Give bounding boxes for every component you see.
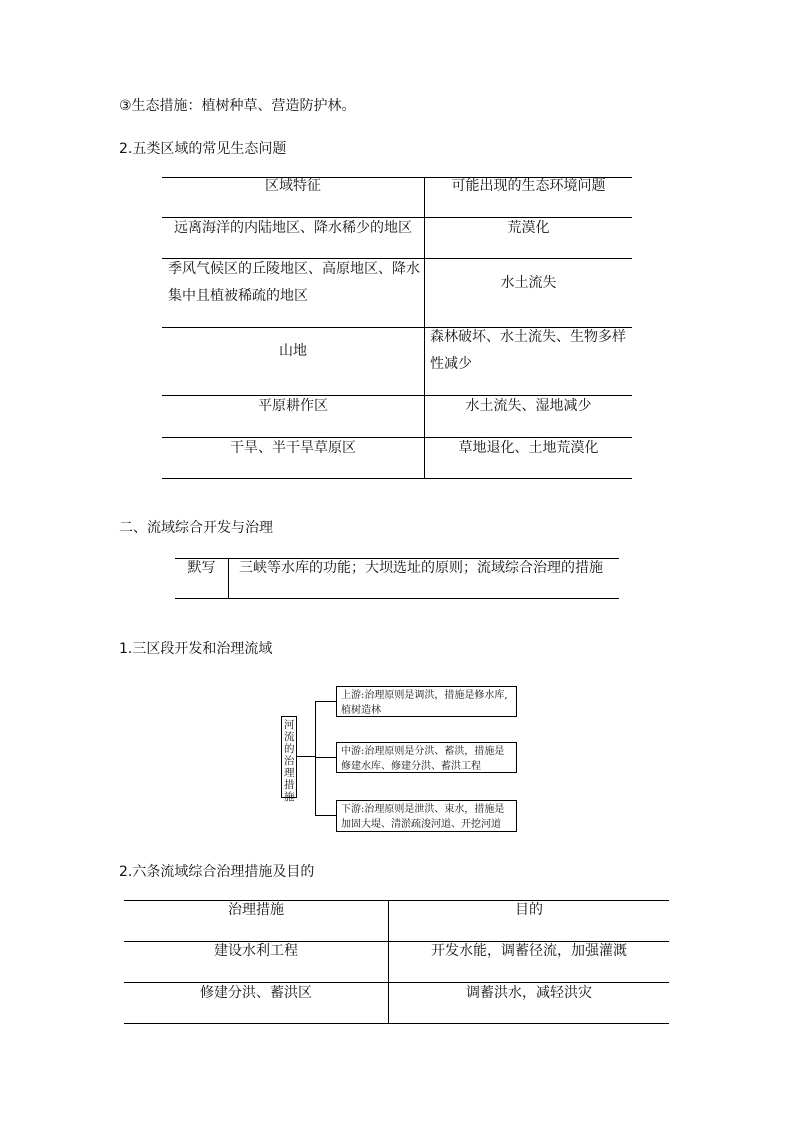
diagram-title: 河流的治理措施 bbox=[281, 716, 297, 798]
upstream-box: 上游:治理原则是调洪，措施是修水库, 植树造林 bbox=[336, 686, 517, 717]
table-cell: 荒漠化 bbox=[507, 220, 550, 236]
table-cell: 开发水能，调蓄径流，加强灌溉 bbox=[431, 943, 627, 959]
paragraph-ecological-measures: ③生态措施：植树种草、营造防护林。 bbox=[119, 98, 356, 114]
table-cell: 建设水利工程 bbox=[214, 943, 298, 959]
downstream-box: 下游:治理原则是泄洪、束水，措施是 加固大堤、清淤疏浚河道、开挖河道 bbox=[336, 800, 517, 832]
section-heading-basin: 二、流域综合开发与治理 bbox=[119, 520, 273, 536]
dictation-label: 默写 bbox=[187, 560, 216, 576]
table-header: 可能出现的生态环境问题 bbox=[451, 178, 606, 194]
table-cell: 草地退化、土地荒漠化 bbox=[458, 440, 599, 456]
midstream-box: 中游:治理原则是分洪、蓄洪，措施是 修建水库、修建分洪、蓄洪工程 bbox=[336, 742, 517, 773]
table-cell: 集中且植被稀疏的地区 bbox=[168, 288, 308, 304]
heading-six-measures: 2.六条流域综合治理措施及目的 bbox=[119, 864, 315, 880]
dictation-content: 三峡等水库的功能；大坝选址的原则；流域综合治理的措施 bbox=[239, 560, 603, 576]
table-header: 区域特征 bbox=[265, 178, 321, 194]
table-cell: 山地 bbox=[279, 343, 307, 359]
heading-five-regions: 2.五类区域的常见生态问题 bbox=[119, 141, 287, 157]
table-cell: 修建分洪、蓄洪区 bbox=[200, 985, 312, 1001]
table-cell: 调蓄洪水，减轻洪灾 bbox=[466, 985, 592, 1001]
table-cell: 性减少 bbox=[430, 356, 472, 372]
table-header: 目的 bbox=[515, 902, 543, 918]
table-header: 治理措施 bbox=[228, 902, 284, 918]
heading-three-sections: 1.三区段开发和治理流域 bbox=[119, 641, 273, 657]
table-cell: 水土流失、湿地减少 bbox=[465, 398, 592, 414]
table-cell: 干旱、半干旱草原区 bbox=[230, 440, 356, 456]
table-cell: 森林破坏、水土流失、生物多样 bbox=[430, 329, 626, 345]
table-cell: 水土流失 bbox=[500, 275, 557, 291]
table-cell: 平原耕作区 bbox=[258, 398, 328, 414]
table-cell: 远离海洋的内陆地区、降水稀少的地区 bbox=[174, 220, 412, 236]
table-cell: 季风气候区的丘陵地区、高原地区、降水 bbox=[168, 261, 420, 277]
